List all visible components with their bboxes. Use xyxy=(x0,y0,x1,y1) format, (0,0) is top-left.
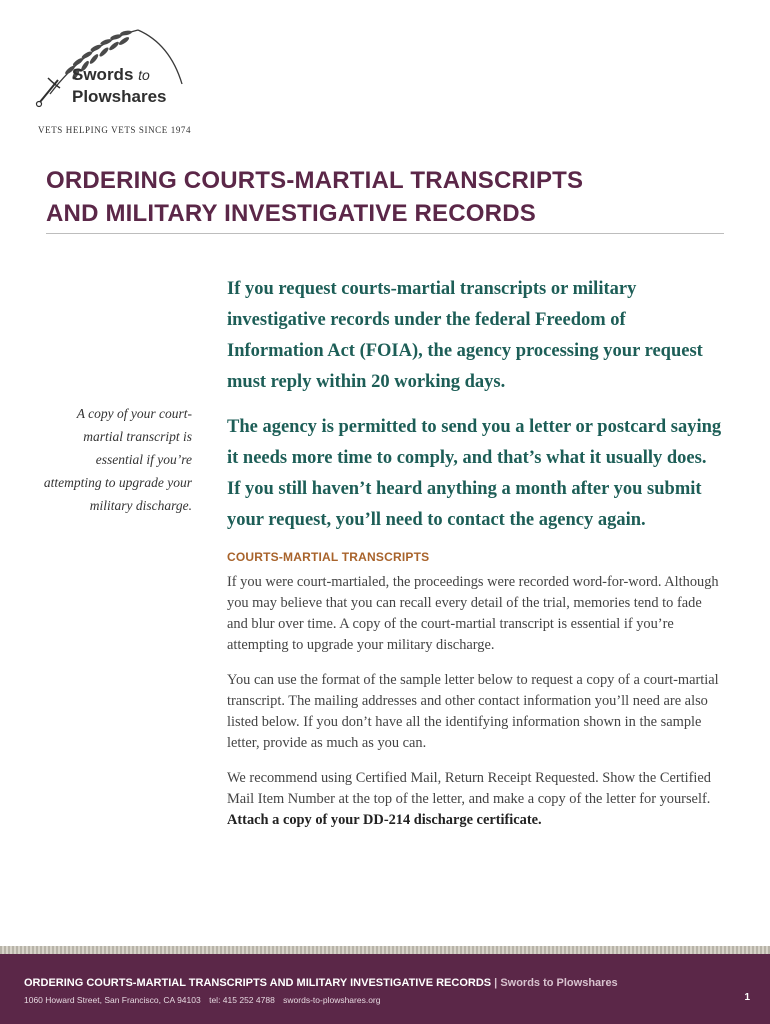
main-content xyxy=(227,274,723,845)
page-title-line-1: ORDERING COURTS-MARTIAL TRANSCRIPTS xyxy=(46,167,584,194)
footer-phone: tel: 415 252 4788 xyxy=(209,995,275,1005)
section-heading-transcripts: COURTS-MARTIAL TRANSCRIPTS xyxy=(227,550,430,564)
lead-paragraph-followup: The agency is permitted to send you a letter or postcard saying it needs more time to comply, and that’s what it usually does. If you still haven’t heard anything a month after you submit your request, you’ll need to contact the agency again. xyxy=(227,417,722,530)
body-paragraph-3-emphasis: Attach a copy of your DD-214 discharge certificate. xyxy=(227,812,542,828)
logo-word-plowshares: Plowshares xyxy=(72,87,167,106)
footer-title xyxy=(24,977,618,989)
logo-tagline: VETS HELPING VETS SINCE 1974 xyxy=(38,125,192,135)
footer-contact xyxy=(24,995,387,1005)
body-paragraph-3-text: We recommend using Certified Mail, Return Receipt Requested. Show the Certified Mail Item Number at the top of the letter, and make a copy of the letter for yourself. xyxy=(227,770,712,807)
body-paragraph-3 xyxy=(227,768,723,831)
footer-website[interactable]: swords-to-plowshares.org xyxy=(283,995,381,1005)
footer-org-name: Swords to Plowshares xyxy=(500,977,618,989)
logo-word-swords: Swords xyxy=(72,65,134,84)
title-divider xyxy=(46,233,724,234)
footer-address: 1060 Howard Street, San Francisco, CA 94103 xyxy=(24,995,201,1005)
logo-word-to: to xyxy=(138,67,150,83)
footer-separator: | xyxy=(494,977,498,989)
body-paragraph-2: You can use the format of the sample letter below to request a copy of a court-martial transcript. The mailing addresses and other contact information you’ll need are also listed below. If you don’t have all the identifying information shown in the sample letter, provide as much as you can. xyxy=(227,672,719,751)
body-paragraph-1: If you were court-martialed, the proceedings were recorded word-for-word. Although you may believe that you can recall every detail of the trial, memories tend to fade and blur over time. A copy of the court-martial transcript is essential if you’re attempting to upgrade your military discharge. xyxy=(227,574,719,653)
page-title xyxy=(46,164,736,230)
sidebar-pull-quote: A copy of your court-martial transcript is essential if you’re attempting to upgrade your military discharge. xyxy=(43,406,192,513)
footer xyxy=(0,954,770,1024)
page-number: 1 xyxy=(744,992,750,1003)
lead-paragraph-foia: If you request courts-martial transcripts or military investigative records under the federal Freedom of Information Act (FOIA), the agency processing your request must reply within 20 working days. xyxy=(227,279,703,392)
page-title-line-2: AND MILITARY INVESTIGATIVE RECORDS xyxy=(46,200,536,227)
footer-doc-title: ORDERING COURTS-MARTIAL TRANSCRIPTS AND MILITARY INVESTIGATIVE RECORDS xyxy=(24,977,492,989)
footer-stripe xyxy=(0,946,770,954)
logo-name xyxy=(72,64,167,108)
